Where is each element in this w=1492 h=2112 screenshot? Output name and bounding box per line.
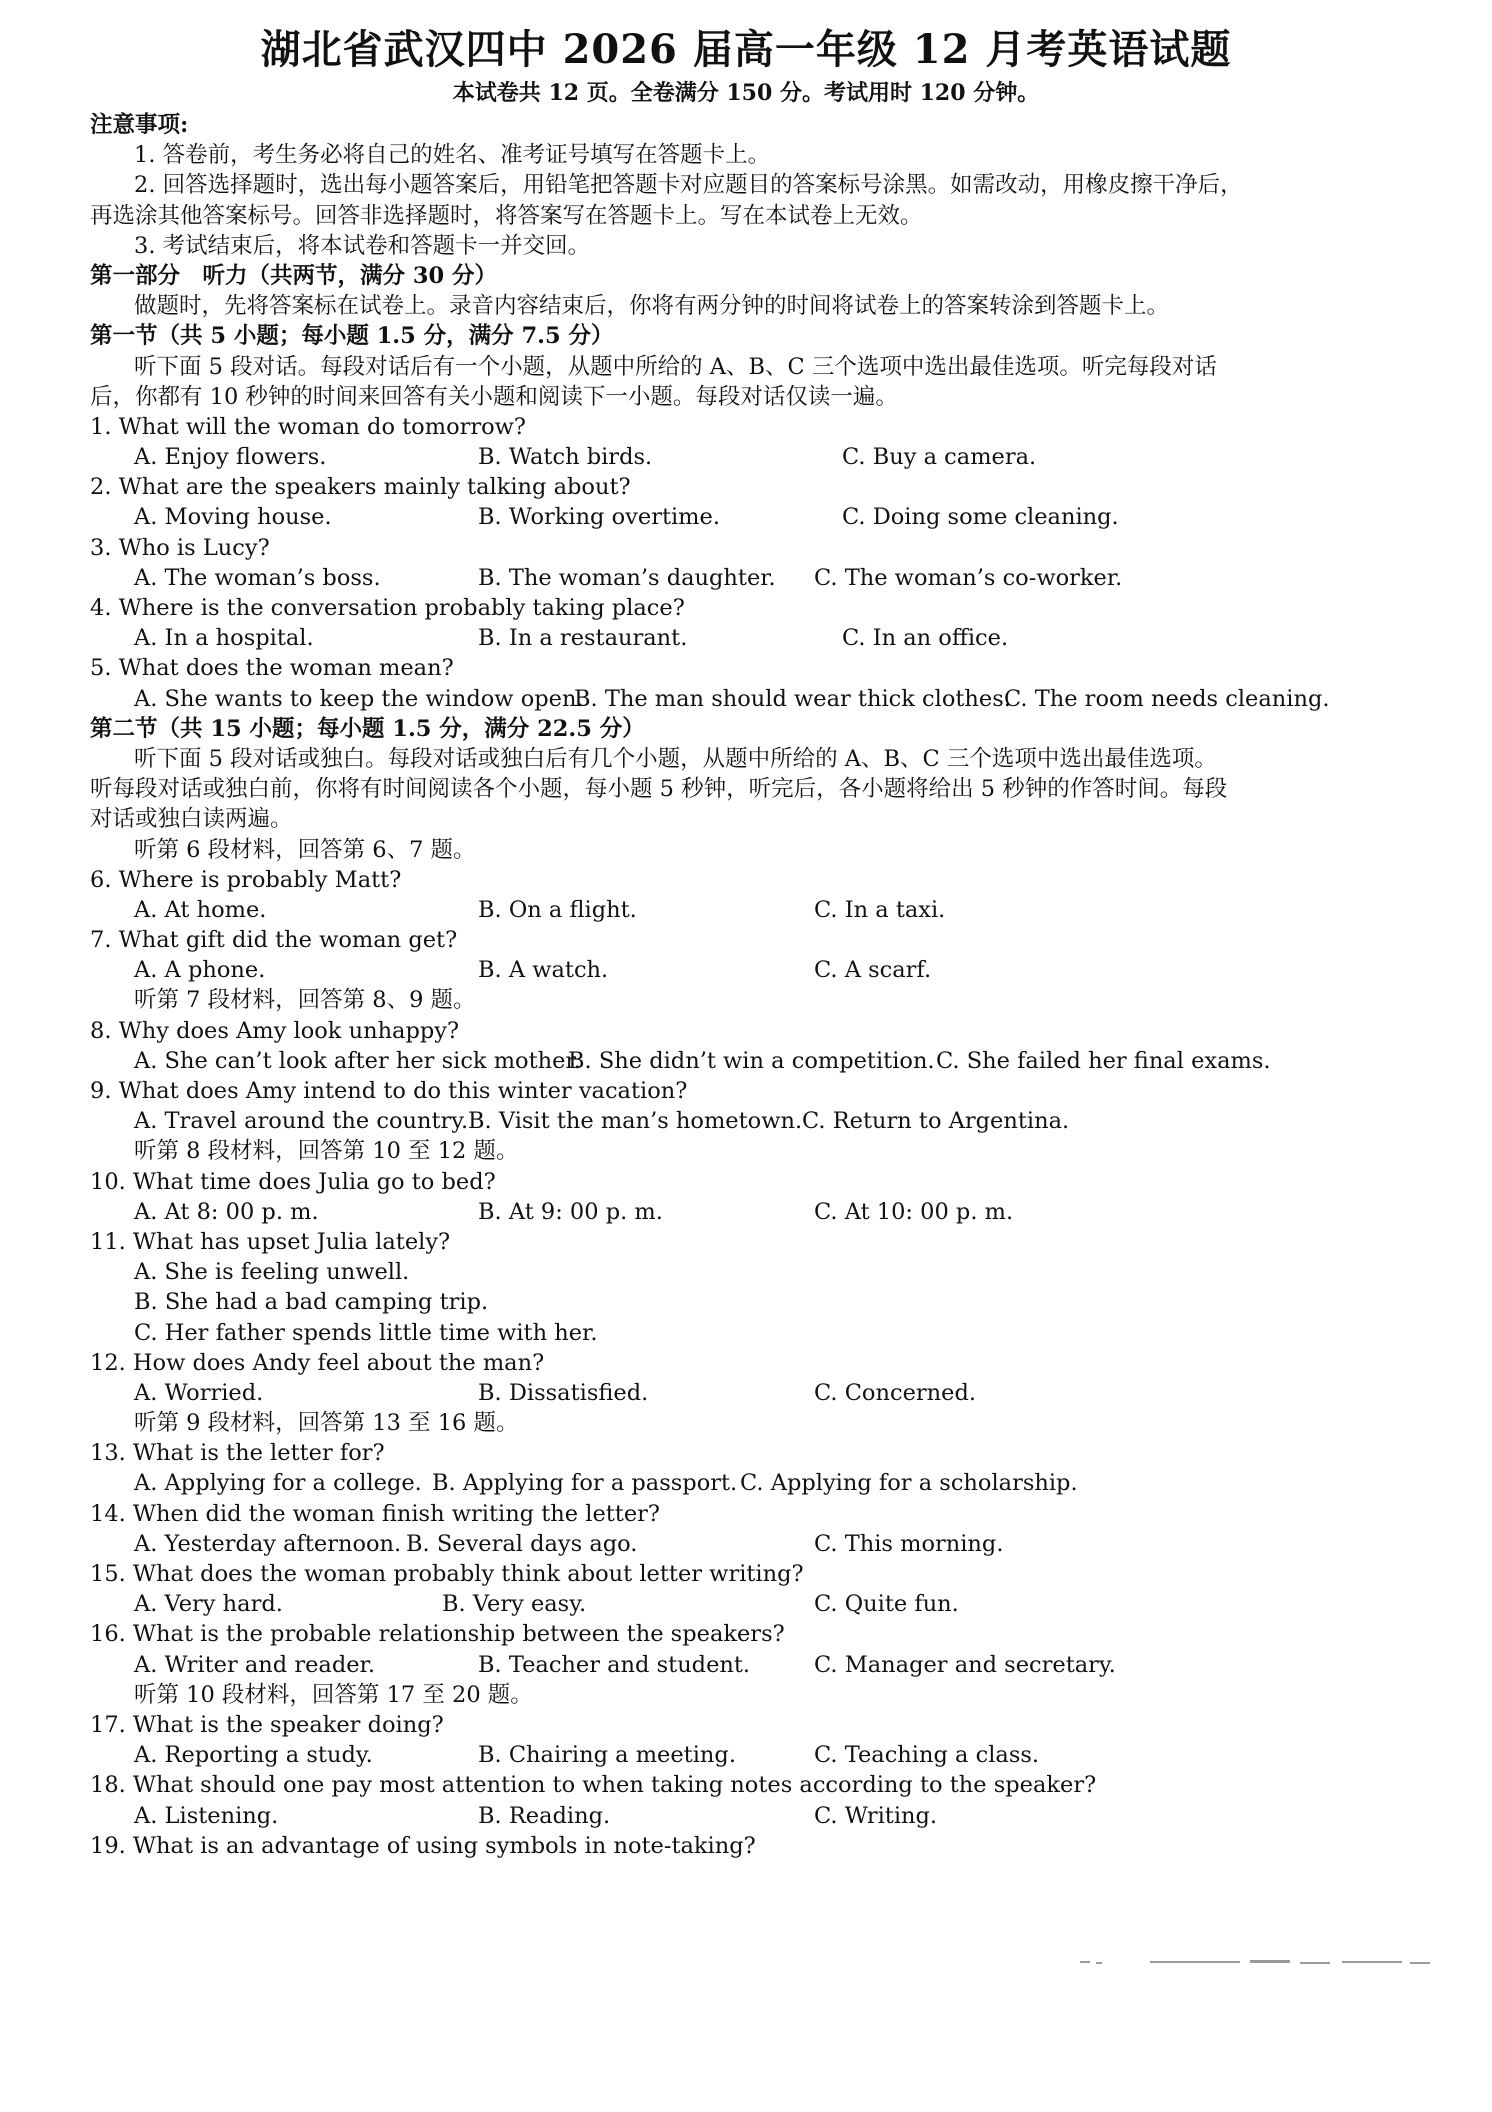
question-options [90, 1589, 1410, 1619]
question-options [90, 623, 1410, 653]
notes-item: 3. 考试结束后，将本试卷和答题卡一并交回。 [134, 232, 591, 259]
option-c [90, 1318, 1410, 1348]
option-b: B. Watch birds. [478, 444, 653, 471]
option-c: C. Manager and secretary. [814, 1651, 1116, 1678]
option-b: B. Very easy. [442, 1591, 587, 1618]
exam-subtitle: 本试卷共 12 页。全卷满分 150 分。考试用时 120 分钟。 [452, 80, 1040, 106]
option-a: A. Applying for a college. [134, 1470, 422, 1497]
option-b: B. On a flight. [478, 896, 637, 923]
option-a: A. Reporting a study. [134, 1742, 373, 1769]
option-b [90, 1287, 1410, 1317]
material-label: 听第 9 段材料，回答第 13 至 16 题。 [134, 1410, 519, 1437]
question-stem: 9. What does Amy intend to do this winter vacation? [90, 1078, 688, 1104]
question-options [90, 442, 1410, 472]
question-options [90, 1801, 1410, 1831]
option-b-text: B. She had a bad camping trip. [134, 1289, 489, 1316]
question-stem: 16. What is the probable relationship between the speakers? [90, 1621, 785, 1648]
part1-heading: 第一部分 听力（共两节，满分 30 分） [90, 262, 497, 289]
option-c: C. Teaching a class. [814, 1742, 1040, 1769]
option-b: B. The man should wear thick clothes. [574, 685, 1011, 712]
option-c: C. She failed her final exams. [936, 1047, 1271, 1074]
notes-item: 2. 回答选择题时，选出每小题答案后，用铅笔把答题卡对应题目的答案标号涂黑。如需改动，用橡皮擦干净后， [134, 172, 1243, 199]
question-stem: 14. When did the woman finish writing the letter? [90, 1500, 660, 1527]
option-a: A. Yesterday afternoon. [134, 1530, 402, 1557]
section1-instruction-continued: 后，你都有 10 秒钟的时间来回答有关小题和阅读下一小题。每段对话仅读一遍。 [90, 383, 898, 410]
option-a: A. Listening. [134, 1802, 279, 1829]
option-a: A. In a hospital. [134, 625, 314, 652]
option-a: A. Writer and reader. [134, 1651, 375, 1678]
question-stem: 12. How does Andy feel about the man? [90, 1349, 545, 1376]
question-stem: 5. What does the woman mean? [90, 655, 454, 682]
option-b: B. Chairing a meeting. [478, 1742, 736, 1769]
material-label: 听第 7 段材料，回答第 8、9 题。 [134, 987, 476, 1014]
section2-instruction-continued: 听每段对话或独白前，你将有时间阅读各个小题，每小题 5 秒钟，听完后，各小题将给出 5 秒钟的作答时间。每段 [90, 776, 1228, 803]
option-b: B. She didn’t win a competition. [568, 1047, 935, 1074]
option-a: A. At 8: 00 p. m. [134, 1198, 319, 1225]
option-b: B. Visit the man’s hometown. [468, 1108, 803, 1135]
option-a [90, 1257, 1410, 1287]
option-a: A. Enjoy flowers. [134, 444, 327, 471]
question-options [90, 1468, 1410, 1498]
option-b: B. Teacher and student. [478, 1651, 751, 1678]
option-c: C. At 10: 00 p. m. [814, 1198, 1014, 1225]
option-c: C. The woman’s co-worker. [814, 564, 1123, 591]
material-label: 听第 6 段材料，回答第 6、7 题。 [134, 836, 476, 863]
question-stem: 7. What gift did the woman get? [90, 927, 458, 954]
option-b: B. At 9: 00 p. m. [478, 1198, 663, 1225]
option-c: C. Writing. [814, 1802, 938, 1829]
option-a: A. A phone. [134, 957, 266, 984]
option-c: C. The room needs cleaning. [1004, 685, 1330, 712]
option-c: C. Applying for a scholarship. [740, 1470, 1078, 1497]
part1-instruction: 做题时，先将答案标在试卷上。录音内容结束后，你将有两分钟的时间将试卷上的答案转涂到答题卡上。 [134, 293, 1170, 320]
exam-title: 湖北省武汉四中 2026 届高一年级 12 月考英语试题 [260, 26, 1232, 73]
question-options [90, 1378, 1410, 1408]
question-options [90, 1046, 1410, 1076]
option-c: C. This morning. [814, 1530, 1004, 1557]
option-b: B. A watch. [478, 957, 609, 984]
question-stem: 17. What is the speaker doing? [90, 1711, 444, 1738]
notes-item: 1. 答卷前，考生务必将自己的姓名、准考证号填写在答题卡上。 [134, 142, 771, 169]
option-a: A. She can’t look after her sick mother. [134, 1047, 581, 1074]
section2-instruction-continued: 对话或独白读两遍。 [90, 806, 293, 833]
question-stem: 11. What has upset Julia lately? [90, 1228, 451, 1255]
question-stem: 2. What are the speakers mainly talking about? [90, 474, 631, 501]
option-c: C. In a taxi. [814, 896, 946, 923]
option-c: C. A scarf. [814, 957, 932, 984]
material-label: 听第 8 段材料，回答第 10 至 12 题。 [134, 1138, 519, 1165]
section2-instruction: 听下面 5 段对话或独白。每段对话或独白后有几个小题，从题中所给的 A、B、C 三个选项中选出最佳选项。 [134, 745, 1217, 772]
notes-heading: 注意事项: [90, 112, 189, 138]
section2-heading: 第二节（共 15 小题；每小题 1.5 分，满分 22.5 分） [90, 715, 645, 742]
option-c: C. In an office. [842, 625, 1009, 652]
question-stem: 4. Where is the conversation probably taking place? [90, 595, 685, 621]
option-a-text: A. She is feeling unwell. [134, 1259, 410, 1286]
option-a: A. At home. [134, 896, 267, 923]
question-stem: 1. What will the woman do tomorrow? [90, 413, 526, 440]
question-stem: 15. What does the woman probably think about letter writing? [90, 1561, 804, 1587]
question-options [90, 955, 1410, 985]
question-options [90, 1650, 1410, 1680]
section1-heading: 第一节（共 5 小题；每小题 1.5 分，满分 7.5 分） [90, 323, 614, 350]
question-stem: 3. Who is Lucy? [90, 534, 270, 561]
option-b: B. In a restaurant. [478, 625, 688, 652]
option-c: C. Buy a camera. [842, 444, 1037, 471]
option-c-text: C. Her father spends little time with her. [134, 1319, 598, 1346]
option-b: B. Working overtime. [478, 504, 720, 531]
option-a: A. Very hard. [134, 1591, 283, 1618]
exam-content [90, 110, 1410, 1861]
question-options [90, 895, 1410, 925]
option-a: A. Moving house. [134, 504, 332, 531]
option-a: A. She wants to keep the window open. [134, 685, 584, 712]
question-options [90, 1197, 1410, 1227]
section1-instruction: 听下面 5 段对话。每段对话后有一个小题，从题中所给的 A、B、C 三个选项中选出最佳选项。听完每段对话 [134, 353, 1217, 380]
question-stem: 19. What is an advantage of using symbols in note-taking? [90, 1832, 756, 1859]
option-b: B. Applying for a passport. [432, 1470, 738, 1497]
question-options [90, 684, 1410, 714]
question-options [90, 1106, 1410, 1136]
option-c: C. Return to Argentina. [802, 1108, 1070, 1135]
option-c: C. Doing some cleaning. [842, 504, 1119, 531]
scan-artifact [1080, 1958, 1440, 1966]
option-a: A. Worried. [134, 1379, 264, 1406]
notes-item-continued: 再选涂其他答案标号。回答非选择题时，将答案写在答题卡上。写在本试卷上无效。 [90, 202, 923, 229]
question-stem: 6. Where is probably Matt? [90, 866, 402, 893]
option-b: B. The woman’s daughter. [478, 564, 776, 591]
option-a: A. The woman’s boss. [134, 564, 381, 591]
question-options [90, 1529, 1410, 1559]
question-stem: 18. What should one pay most attention to when taking notes according to the speaker? [90, 1772, 1097, 1799]
option-b: B. Reading. [478, 1802, 611, 1829]
question-options [90, 502, 1410, 532]
question-stem: 13. What is the letter for? [90, 1440, 385, 1467]
question-stem: 8. Why does Amy look unhappy? [90, 1017, 460, 1044]
option-c: C. Quite fun. [814, 1591, 959, 1618]
option-b: B. Several days ago. [406, 1530, 638, 1557]
question-options [90, 1740, 1410, 1770]
option-a: A. Travel around the country. [134, 1108, 469, 1135]
question-stem: 10. What time does Julia go to bed? [90, 1168, 496, 1195]
option-c: C. Concerned. [814, 1379, 977, 1406]
option-b: B. Dissatisfied. [478, 1379, 649, 1406]
question-options [90, 563, 1410, 593]
material-label: 听第 10 段材料，回答第 17 至 20 题。 [134, 1681, 533, 1708]
